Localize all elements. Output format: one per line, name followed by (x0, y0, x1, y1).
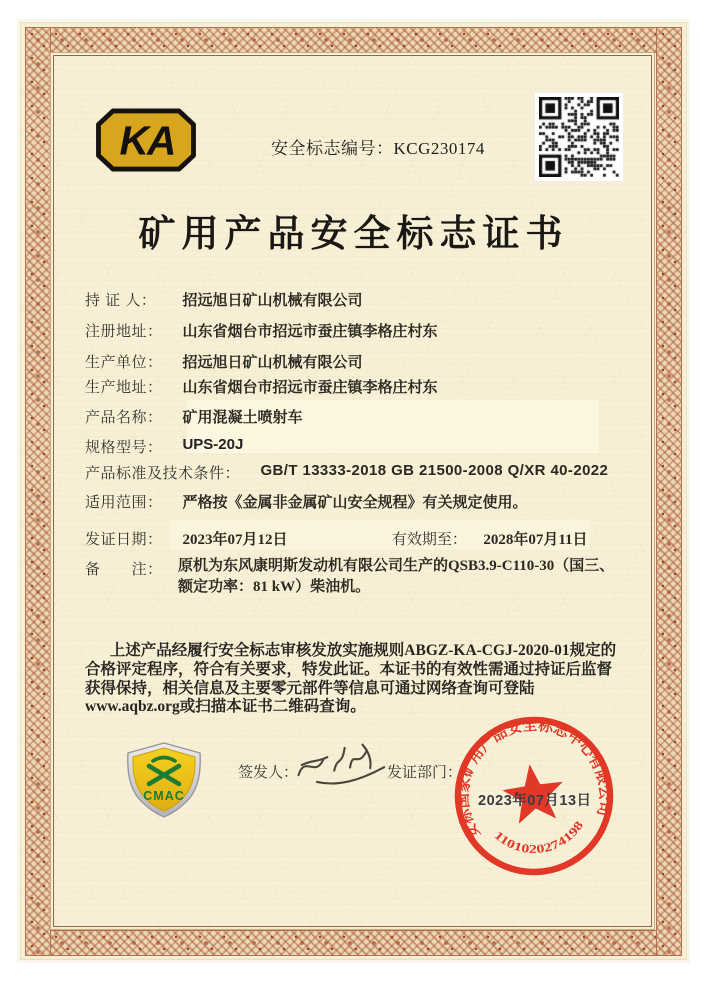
field-value: 矿用混凝土喷射车 (182, 410, 303, 426)
field-label: 持 证 人： (85, 292, 157, 309)
ornate-border-bottom (25, 930, 682, 956)
field-value: 山东省烟台市招远市蚕庄镇李格庄村东 (182, 324, 438, 340)
field-row-product-name (85, 406, 302, 427)
qr-code (535, 93, 623, 181)
ornate-border-left (25, 27, 51, 956)
field-label: 注册地址： (85, 323, 163, 340)
field-value: UPS-20J (182, 436, 244, 453)
qr-code-canvas (539, 97, 619, 177)
valid-until-value: 2028年07月11日 (483, 532, 588, 548)
issuing-department-label: 发证部门： (387, 764, 463, 781)
field-row-standards (85, 462, 608, 483)
stamp-issue-date: 2023年07月13日 (478, 793, 592, 809)
ornate-border-right (656, 27, 682, 956)
field-value: 招远旭日矿山机械有限公司 (182, 293, 363, 309)
field-row-manufacturer (85, 351, 362, 372)
stamp-company-text: 安标国家矿用产品安全标志中心有限公司 (454, 716, 614, 842)
remark-label: 备 注： (85, 561, 163, 578)
signature-handwriting (288, 740, 400, 794)
certificate-statement: 上述产品经履行安全标志审核发放实施规则ABGZ-KA-CGJ-2020-01规定的合格评定程序，符合有关要求，特发此证。本证书的有效性需通过持证后监督获得保持，相关信息及主要零元部件等信息可通过网络查询可登陆www.aqbz.org或扫描本证书二维码查询。 (85, 642, 617, 716)
certificate-title: 矿用产品安全标志证书 (138, 214, 569, 255)
svg-text:1101020274198 (490, 816, 589, 862)
field-row-model (85, 436, 243, 457)
valid-until-label: 有效期至： (391, 531, 467, 548)
field-row-prod-address (85, 376, 437, 397)
field-label: 产品名称： (85, 409, 163, 426)
certificate-number-line (271, 134, 485, 159)
field-label: 规格型号： (85, 439, 163, 456)
ornate-border-top (25, 27, 682, 53)
field-value: GB/T 13333-2018 GB 21500-2008 Q/XR 40-2022 (260, 462, 609, 479)
field-row-remark (85, 556, 625, 598)
stamp-number-text: 1101020274198 (491, 820, 585, 857)
signer-label: 签发人： (238, 764, 299, 781)
issue-date-label: 发证日期： (85, 531, 163, 548)
field-row-dates (85, 528, 588, 549)
field-label: 产品标准及技术条件： (85, 465, 241, 482)
field-row-scope (85, 491, 527, 512)
remark-value: 原机为东风康明斯发动机有限公司生产的QSB3.9-C110-30（国三、额定功率：81 kW）柴油机。 (178, 558, 615, 595)
certificate-number-value: KCG230174 (393, 139, 485, 158)
field-row-reg-address (85, 320, 437, 341)
field-label: 生产地址： (85, 379, 163, 396)
field-value: 招远旭日矿山机械有限公司 (182, 355, 363, 371)
field-row-holder (85, 289, 362, 310)
cmac-badge-text: CMAC (143, 789, 185, 803)
field-label: 适用范围： (85, 494, 163, 511)
field-label: 生产单位： (85, 354, 163, 371)
ka-mining-safety-logo (95, 108, 197, 172)
field-value: 严格按《金属非金属矿山安全规程》有关规定使用。 (182, 495, 528, 511)
cmac-shield-badge (120, 740, 208, 820)
certificate-number-label: 安全标志编号： (271, 139, 394, 158)
field-value: 山东省烟台市招远市蚕庄镇李格庄村东 (182, 380, 438, 396)
ka-logo-text: KA (119, 117, 175, 164)
issue-date-value: 2023年07月12日 (182, 532, 288, 548)
